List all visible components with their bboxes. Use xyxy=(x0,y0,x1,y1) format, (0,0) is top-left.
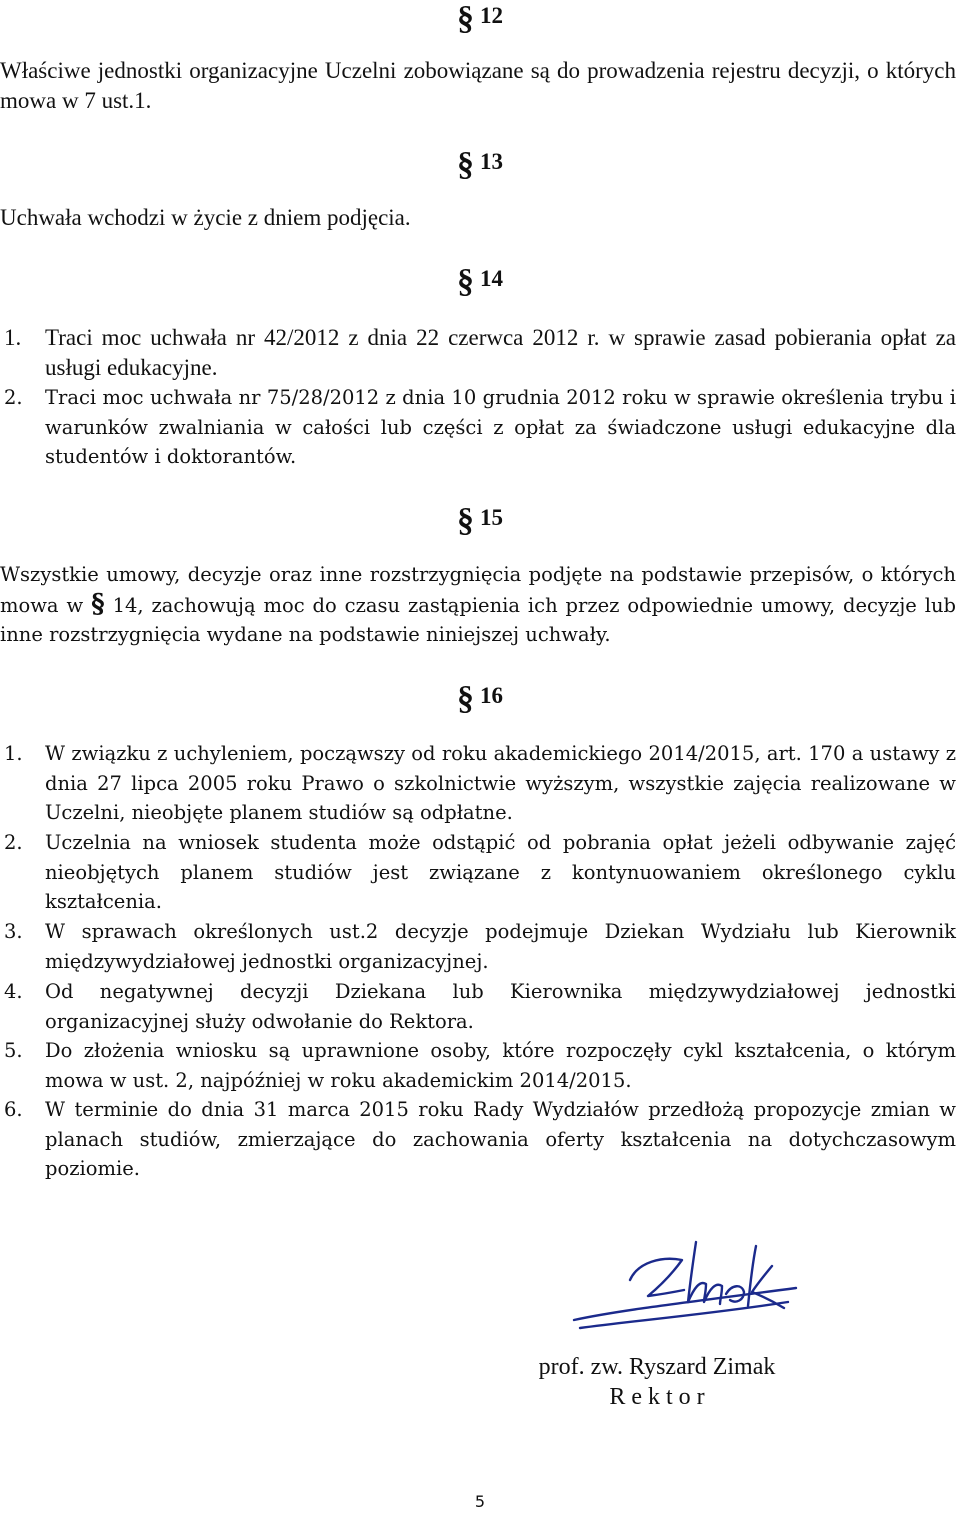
page-number: 5 xyxy=(474,1492,486,1511)
section-number: 16 xyxy=(480,683,503,708)
section-heading-12 xyxy=(0,0,960,38)
section-heading-14 xyxy=(0,263,960,301)
signatory-title: R e k t o r xyxy=(609,1384,705,1410)
section-symbol: § xyxy=(457,146,474,183)
section-symbol: § xyxy=(457,263,474,300)
section-13-text: Uchwała wchodzi w życie z dniem podjęcia. xyxy=(0,205,411,230)
section-heading-15 xyxy=(0,502,960,540)
section-15-text-start: Wszystkie umowy, decyzje oraz inne rozstrzygnięcia podjęte na podstawie przepisów, o których mowa w xyxy=(0,563,956,617)
list-item-number: 1. xyxy=(4,742,23,765)
list-item-text: W terminie do dnia 31 marca 2015 roku Rady Wydziałów przedłożą propozycje zmian w planach studiów, zmierzające do zachowania oferty kształcenia na dotychczasowym poziomie. xyxy=(45,1098,956,1180)
list-item xyxy=(0,977,956,1036)
list-item-text: Traci moc uchwała nr 42/2012 z dnia 22 czerwca 2012 r. w sprawie zasad pobierania opłat za usługi edukacyjne. xyxy=(45,325,956,380)
section-symbol: § xyxy=(457,0,474,37)
section-heading-13 xyxy=(0,146,960,184)
list-item xyxy=(0,1095,956,1184)
section-symbol: § xyxy=(457,680,474,717)
section-15-text-end: 14, zachowują moc do czasu zastąpienia ich przez odpowiednie umowy, decyzje lub inne rozstrzygnięcia wydane na podstawie niniejszej uchwały. xyxy=(0,593,957,646)
list-item-text: Traci moc uchwała nr 75/28/2012 z dnia 10 grudnia 2012 roku w sprawie określenia trybu i warunków zwalniania w całości lub części z opłat za świadczone usługi edukacyjne dla studentów i doktorantów. xyxy=(45,386,956,468)
list-item-number: 2. xyxy=(4,831,23,854)
list-item xyxy=(0,383,956,472)
list-item-number: 3. xyxy=(4,920,23,943)
list-item-number: 5. xyxy=(4,1039,23,1062)
section-12-text: Właściwe jednostki organizacyjne Uczelni zobowiązane są do prowadzenia rejestru decyzji, o których mowa w 7 ust.1. xyxy=(0,58,956,113)
section-number: 13 xyxy=(480,149,503,174)
list-item-text: Do złożenia wniosku są uprawnione osoby, które rozpoczęły cykl kształcenia, o którym mowa w ust. 2, najpóźniej w roku akademickim 2014/2015. xyxy=(45,1039,956,1092)
list-item xyxy=(0,1036,956,1095)
section-heading-16 xyxy=(0,680,960,718)
section-number: 15 xyxy=(480,505,503,530)
list-item-number: 6. xyxy=(4,1098,23,1121)
signatory-name: prof. zw. Ryszard Zimak xyxy=(538,1354,776,1380)
handwritten-signature xyxy=(560,1222,800,1342)
list-item xyxy=(0,917,956,976)
list-item-text: W sprawach określonych ust.2 decyzje podejmuje Dziekan Wydziału lub Kierownik międzywydziałowej jednostki organizacyjnej. xyxy=(45,920,956,973)
list-item-number: 1. xyxy=(4,325,22,350)
section-symbol: § xyxy=(457,502,474,539)
section-15-text xyxy=(0,560,956,650)
list-item xyxy=(0,828,956,917)
list-item-text: Uczelnia na wniosek studenta może odstąpić od pobrania opłat jeżeli odbywanie zajęć nieobjętych planem studiów jest związane z kontynuowaniem określonego cyklu kształcenia. xyxy=(45,831,956,913)
section-number: 14 xyxy=(480,266,503,291)
section-symbol-inline: § xyxy=(91,588,105,619)
list-item-number: 2. xyxy=(4,386,23,409)
list-item xyxy=(0,739,956,828)
list-item xyxy=(0,323,956,382)
list-item-number: 4. xyxy=(4,980,23,1003)
list-item-text: W związku z uchyleniem, począwszy od roku akademickiego 2014/2015, art. 170 a ustawy z dnia 27 lipca 2005 roku Prawo o szkolnictwie wyższym, wszystkie zajęcia realizowane w Uczelni, nieobjęte planem studiów są odpłatne. xyxy=(45,742,956,824)
list-item-text: Od negatywnej decyzji Dziekana lub Kierownika międzywydziałowej jednostki organizacyjnej służy odwołanie do Rektora. xyxy=(45,980,956,1033)
section-number: 12 xyxy=(480,3,503,28)
